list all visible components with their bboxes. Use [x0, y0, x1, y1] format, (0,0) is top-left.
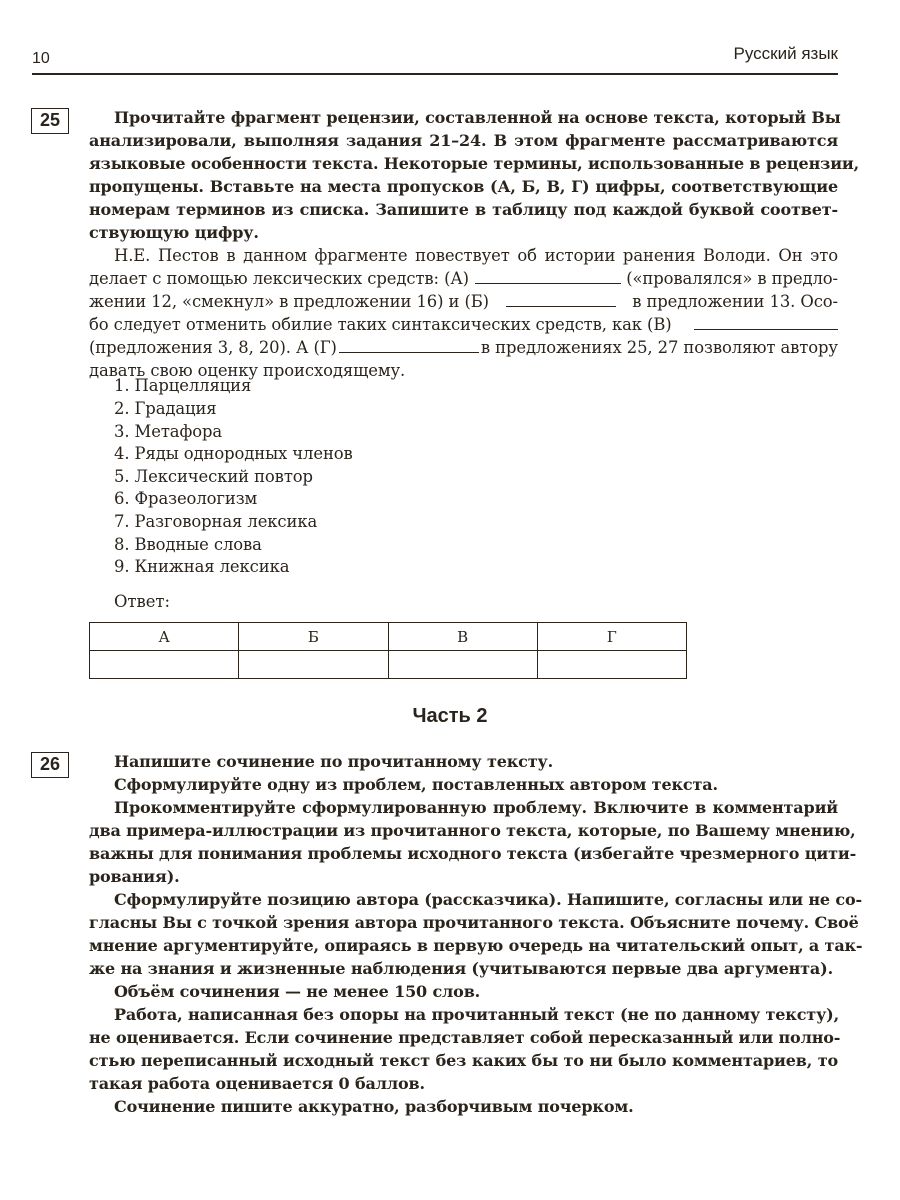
instruction-line: рования). — [89, 867, 180, 886]
instruction-line: важны для понимания проблемы исходного текста (избегайте чрезмерного цити- — [89, 844, 857, 863]
answer-header-b: Б — [239, 623, 388, 651]
answer-label: Ответ: — [114, 592, 171, 611]
term-item: 4. Ряды однородных членов — [114, 444, 353, 463]
header-divider — [32, 73, 838, 75]
answer-cell-v[interactable] — [388, 651, 537, 679]
task-number-badge: 25 — [31, 108, 69, 134]
blank-g — [339, 336, 479, 353]
answer-header-v: В — [388, 623, 537, 651]
term-item: 5. Лексический повтор — [114, 467, 313, 486]
answer-header-a: А — [90, 623, 239, 651]
task-number-badge: 26 — [31, 752, 69, 778]
instruction-line: Работа, написанная без опоры на прочитанный текст (не по данному тексту), — [114, 1005, 840, 1024]
blank-b — [506, 290, 616, 307]
instruction-line: языковые особенности текста. Некоторые термины, использованные в рецензии, — [89, 154, 860, 173]
instruction-line: стью переписанный исходный текст без каких бы то ни было комментариев, то — [89, 1051, 838, 1070]
answer-cell-b[interactable] — [239, 651, 388, 679]
instruction-line: такая работа оценивается 0 баллов. — [89, 1074, 425, 1093]
subject-title: Русский язык — [733, 44, 838, 63]
instruction-line: пропущены. Вставьте на места пропусков (А, Б, В, Г) цифры, соответствующие — [89, 177, 838, 196]
instruction-line: Прокомментируйте сформулированную проблему. Включите в комментарий — [114, 798, 838, 817]
answer-table-header-row — [90, 623, 687, 651]
review-text: (предложения 3, 8, 20). А (Г) — [89, 338, 337, 357]
instruction-line: гласны Вы с точкой зрения автора прочитанного текста. Объясните почему. Своё — [89, 913, 859, 932]
term-item: 7. Разговорная лексика — [114, 512, 318, 531]
instruction-line: Сочинение пишите аккуратно, разборчивым почерком. — [114, 1097, 634, 1116]
review-text: в предложении 13. Осо- — [632, 292, 838, 311]
answer-header-g: Г — [537, 623, 686, 651]
review-line: Н.Е. Пестов в данном фрагменте повествует об истории ранения Володи. Он это — [114, 246, 838, 265]
review-line — [89, 290, 838, 313]
review-line — [89, 336, 838, 359]
review-text: делает с помощью лексических средств: (А) — [89, 269, 469, 288]
instruction-line: Прочитайте фрагмент рецензии, составленной на основе текста, который Вы — [114, 108, 841, 127]
review-text: («провалялся» в предло- — [626, 269, 838, 288]
blank-a — [475, 267, 621, 284]
instruction-line: номерам терминов из списка. Запишите в таблицу под каждой буквой соответ- — [89, 200, 838, 219]
answer-table — [89, 622, 687, 679]
review-text: жении 12, «смекнул» в предложении 16) и (Б) — [89, 292, 489, 311]
term-item: 9. Книжная лексика — [114, 557, 290, 576]
review-line — [89, 313, 838, 336]
instruction-line: Напишите сочинение по прочитанному тексту. — [114, 752, 554, 771]
term-item: 1. Парцелляция — [114, 376, 252, 395]
answer-cell-a[interactable] — [90, 651, 239, 679]
term-item: 8. Вводные слова — [114, 535, 262, 554]
instruction-line: же на знания и жизненные наблюдения (учитываются первые два аргумента). — [89, 959, 833, 978]
instruction-line: два примера-иллюстрации из прочитанного текста, которые, по Вашему мнению, — [89, 821, 856, 840]
instruction-line: Сформулируйте позицию автора (рассказчика). Напишите, согласны или не со- — [114, 890, 862, 909]
review-text: бо следует отменить обилие таких синтаксических средств, как (В) — [89, 315, 672, 334]
blank-v — [694, 313, 838, 330]
page-number: 10 — [32, 50, 50, 67]
part-title: Часть 2 — [412, 705, 488, 727]
instruction-line: Сформулируйте одну из проблем, поставленных автором текста. — [114, 775, 718, 794]
instruction-line: анализировали, выполняя задания 21–24. В этом фрагменте рассматриваются — [89, 131, 838, 150]
review-line — [89, 267, 838, 290]
instruction-line: Объём сочинения — не менее 150 слов. — [114, 982, 481, 1001]
instruction-line: не оценивается. Если сочинение представляет собой пересказанный или полно- — [89, 1028, 841, 1047]
review-line: давать свою оценку происходящему. — [89, 361, 406, 380]
term-item: 2. Градация — [114, 399, 217, 418]
term-item: 6. Фразеологизм — [114, 489, 258, 508]
answer-table-value-row — [90, 651, 687, 679]
answer-cell-g[interactable] — [537, 651, 686, 679]
instruction-line: ствующую цифру. — [89, 223, 259, 242]
instruction-line: мнение аргументируйте, опираясь в первую очередь на читательский опыт, а так- — [89, 936, 863, 955]
term-item: 3. Метафора — [114, 422, 223, 441]
review-text: в предложениях 25, 27 позволяют автору — [480, 338, 838, 357]
